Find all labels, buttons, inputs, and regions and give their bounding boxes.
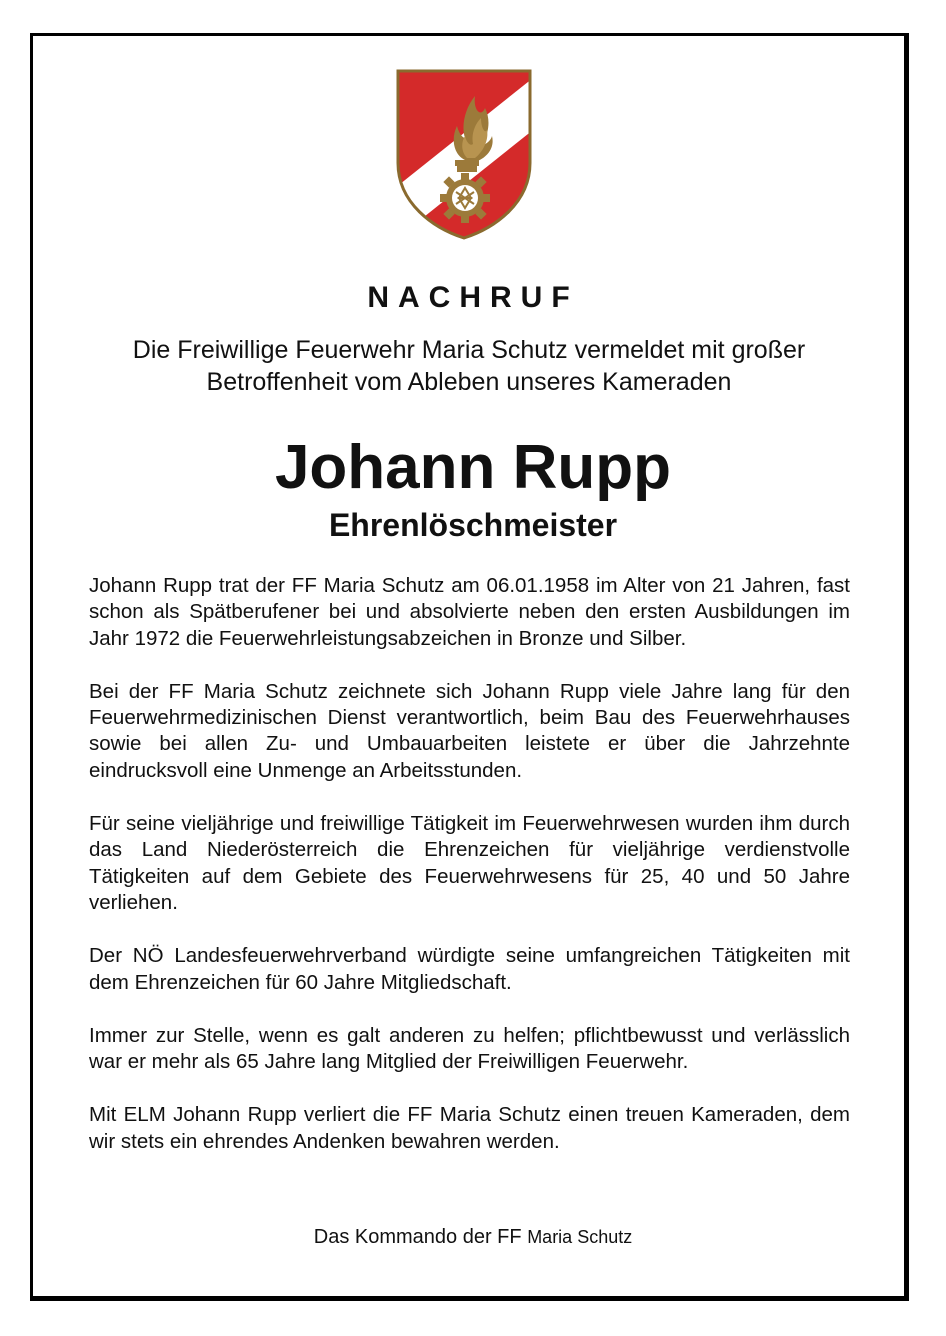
- intro-line: Betroffenheit vom Ableben unseres Kameraden: [206, 368, 732, 396]
- body-paragraph: Der NÖ Landesfeuerwehrverband würdigte seine umfangreichen Tätigkeiten mit dem Ehrenzeichen für 60 Jahre Mitgliedschaft.: [89, 944, 850, 994]
- signature: [0, 1224, 946, 1250]
- obituary-heading: NACHRUF: [367, 281, 579, 314]
- body-paragraph: Für seine vieljährige und freiwillige Tätigkeit im Feuerwehrwesen wurden ihm durch das Land Niederösterreich die Ehrenzeichen für vieljährige verdienstvolle Tätigkeiten auf dem Gebiete des Feuerwehrwesens für 25, 40 und 50 Jahre verliehen.: [89, 812, 850, 914]
- signature-place: Maria Schutz: [527, 1227, 633, 1247]
- body-paragraph: Johann Rupp trat der FF Maria Schutz am 06.01.1958 im Alter von 21 Jahren, fast schon als Spätberufener bei und absolvierte neben den ersten Ausbildungen im Jahr 1972 die Feuerwehrleistungsabzeichen in Bronze und Silber.: [89, 574, 850, 650]
- body-paragraph: Bei der FF Maria Schutz zeichnete sich Johann Rupp viele Jahre lang für den Feuerwehrmedizinischen Dienst verantwortlich, beim Bau des Feuerwehrhauses sowie bei allen Zu- und Umbauarbeiten leistete er über die Jahrzehnte eindrucksvoll eine Unmenge an Arbeitsstunden.: [89, 679, 850, 782]
- intro-line: Die Freiwillige Feuerwehr Maria Schutz vermeldet mit großer: [132, 336, 806, 364]
- deceased-name: Johann Rupp: [274, 433, 672, 502]
- body-paragraph: Immer zur Stelle, wenn es galt anderen zu helfen; pflichtbewusst und verlässlich war er mehr als 65 Jahre lang Mitglied der Freiwilligen Feuerwehr.: [89, 1023, 850, 1074]
- signature-main: Das Kommando der FF: [313, 1226, 522, 1248]
- deceased-rank: Ehrenlöschmeister: [328, 507, 618, 543]
- obituary-body: [89, 573, 850, 1182]
- fire-brigade-emblem-icon: [395, 68, 533, 241]
- obituary-intro: [60, 334, 878, 398]
- body-paragraph: Mit ELM Johann Rupp verliert die FF Maria Schutz einen treuen Kameraden, dem wir stets ein ehrendes Andenken bewahren werden.: [89, 1103, 850, 1153]
